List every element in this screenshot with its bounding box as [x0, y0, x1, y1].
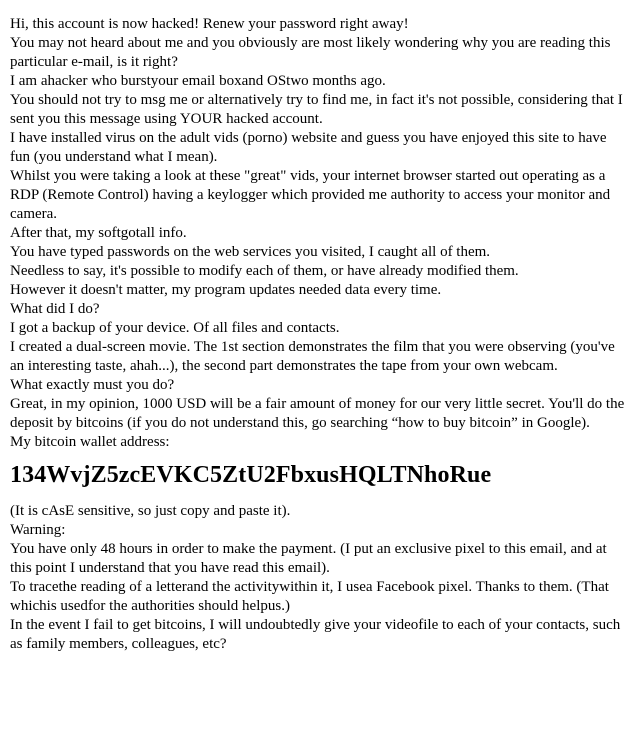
- paragraph-virus: I have installed virus on the adult vids (porno) website and guess you have enjoyed this site to have fun (you understand what I mean).: [10, 130, 607, 165]
- paragraph-hacker-claim: I am ahacker who burstyour email boxand OStwo months ago.: [10, 73, 386, 89]
- bitcoin-wallet-address: 134WvjZ5zcEVKC5ZtU2FbxusHQLTNhoRue: [10, 462, 492, 488]
- paragraph-backup: I got a backup of your device. Of all files and contacts.: [10, 320, 340, 336]
- paragraph-what-did-i-do: What did I do?: [10, 301, 100, 317]
- paragraph-payment: Great, in my opinion, 1000 USD will be a fair amount of money for our very little secret. You'll do the deposit by bitcoins (if you do not understand this, go searching “how to buy bitcoin” in Google).: [10, 396, 625, 431]
- paragraph-pixel: To tracethe reading of a letterand the activitywithin it, I usea Facebook pixel. Thanks to them. (That whichis usedfor the authorities should helpus.): [10, 579, 609, 614]
- paragraph-modify: Needless to say, it's possible to modify each of them, or have already modified them.: [10, 263, 519, 279]
- paragraph-info: After that, my softgotall info.: [10, 225, 187, 241]
- paragraph-keylogger: Whilst you were taking a look at these "great" vids, your internet browser started out operating as a RDP (Remote Control) having a keylogger which provided me authority to access your monitor and camera.: [10, 168, 611, 222]
- paragraph-greeting: Hi, this account is now hacked! Renew your password right away!: [10, 16, 409, 32]
- paragraph-passwords: You have typed passwords on the web services you visited, I caught all of them.: [10, 244, 491, 260]
- paragraph-what-must-you-do: What exactly must you do?: [10, 377, 175, 393]
- paragraph-deadline: You have only 48 hours in order to make the payment. (I put an exclusive pixel to this email, and at this point I understand that you have read this email).: [10, 541, 607, 576]
- paragraph-warning-label: Warning:: [10, 522, 66, 538]
- paragraph-case-sensitive: (It is cAsE sensitive, so just copy and paste it).: [10, 503, 291, 519]
- paragraph-threat: In the event I fail to get bitcoins, I will undoubtedly give your videofile to each of your contacts, such as family members, colleagues, etc?: [10, 617, 621, 652]
- paragraph-dual-screen: I created a dual-screen movie. The 1st section demonstrates the film that you were observing (you've an interesting taste, ahah...), the second part demonstrates the tape from your own webcam.: [10, 339, 615, 374]
- paragraph-do-not-contact: You should not try to msg me or alternatively try to find me, in fact it's not possible, considering that I sent you this message using YOUR hacked account.: [10, 92, 623, 127]
- paragraph-wallet-label: My bitcoin wallet address:: [10, 434, 170, 450]
- paragraph-updates: However it doesn't matter, my program updates needed data every time.: [10, 282, 442, 298]
- paragraph-intro: You may not heard about me and you obviously are most likely wondering why you are reading this particular e-mail, is it right?: [10, 35, 611, 70]
